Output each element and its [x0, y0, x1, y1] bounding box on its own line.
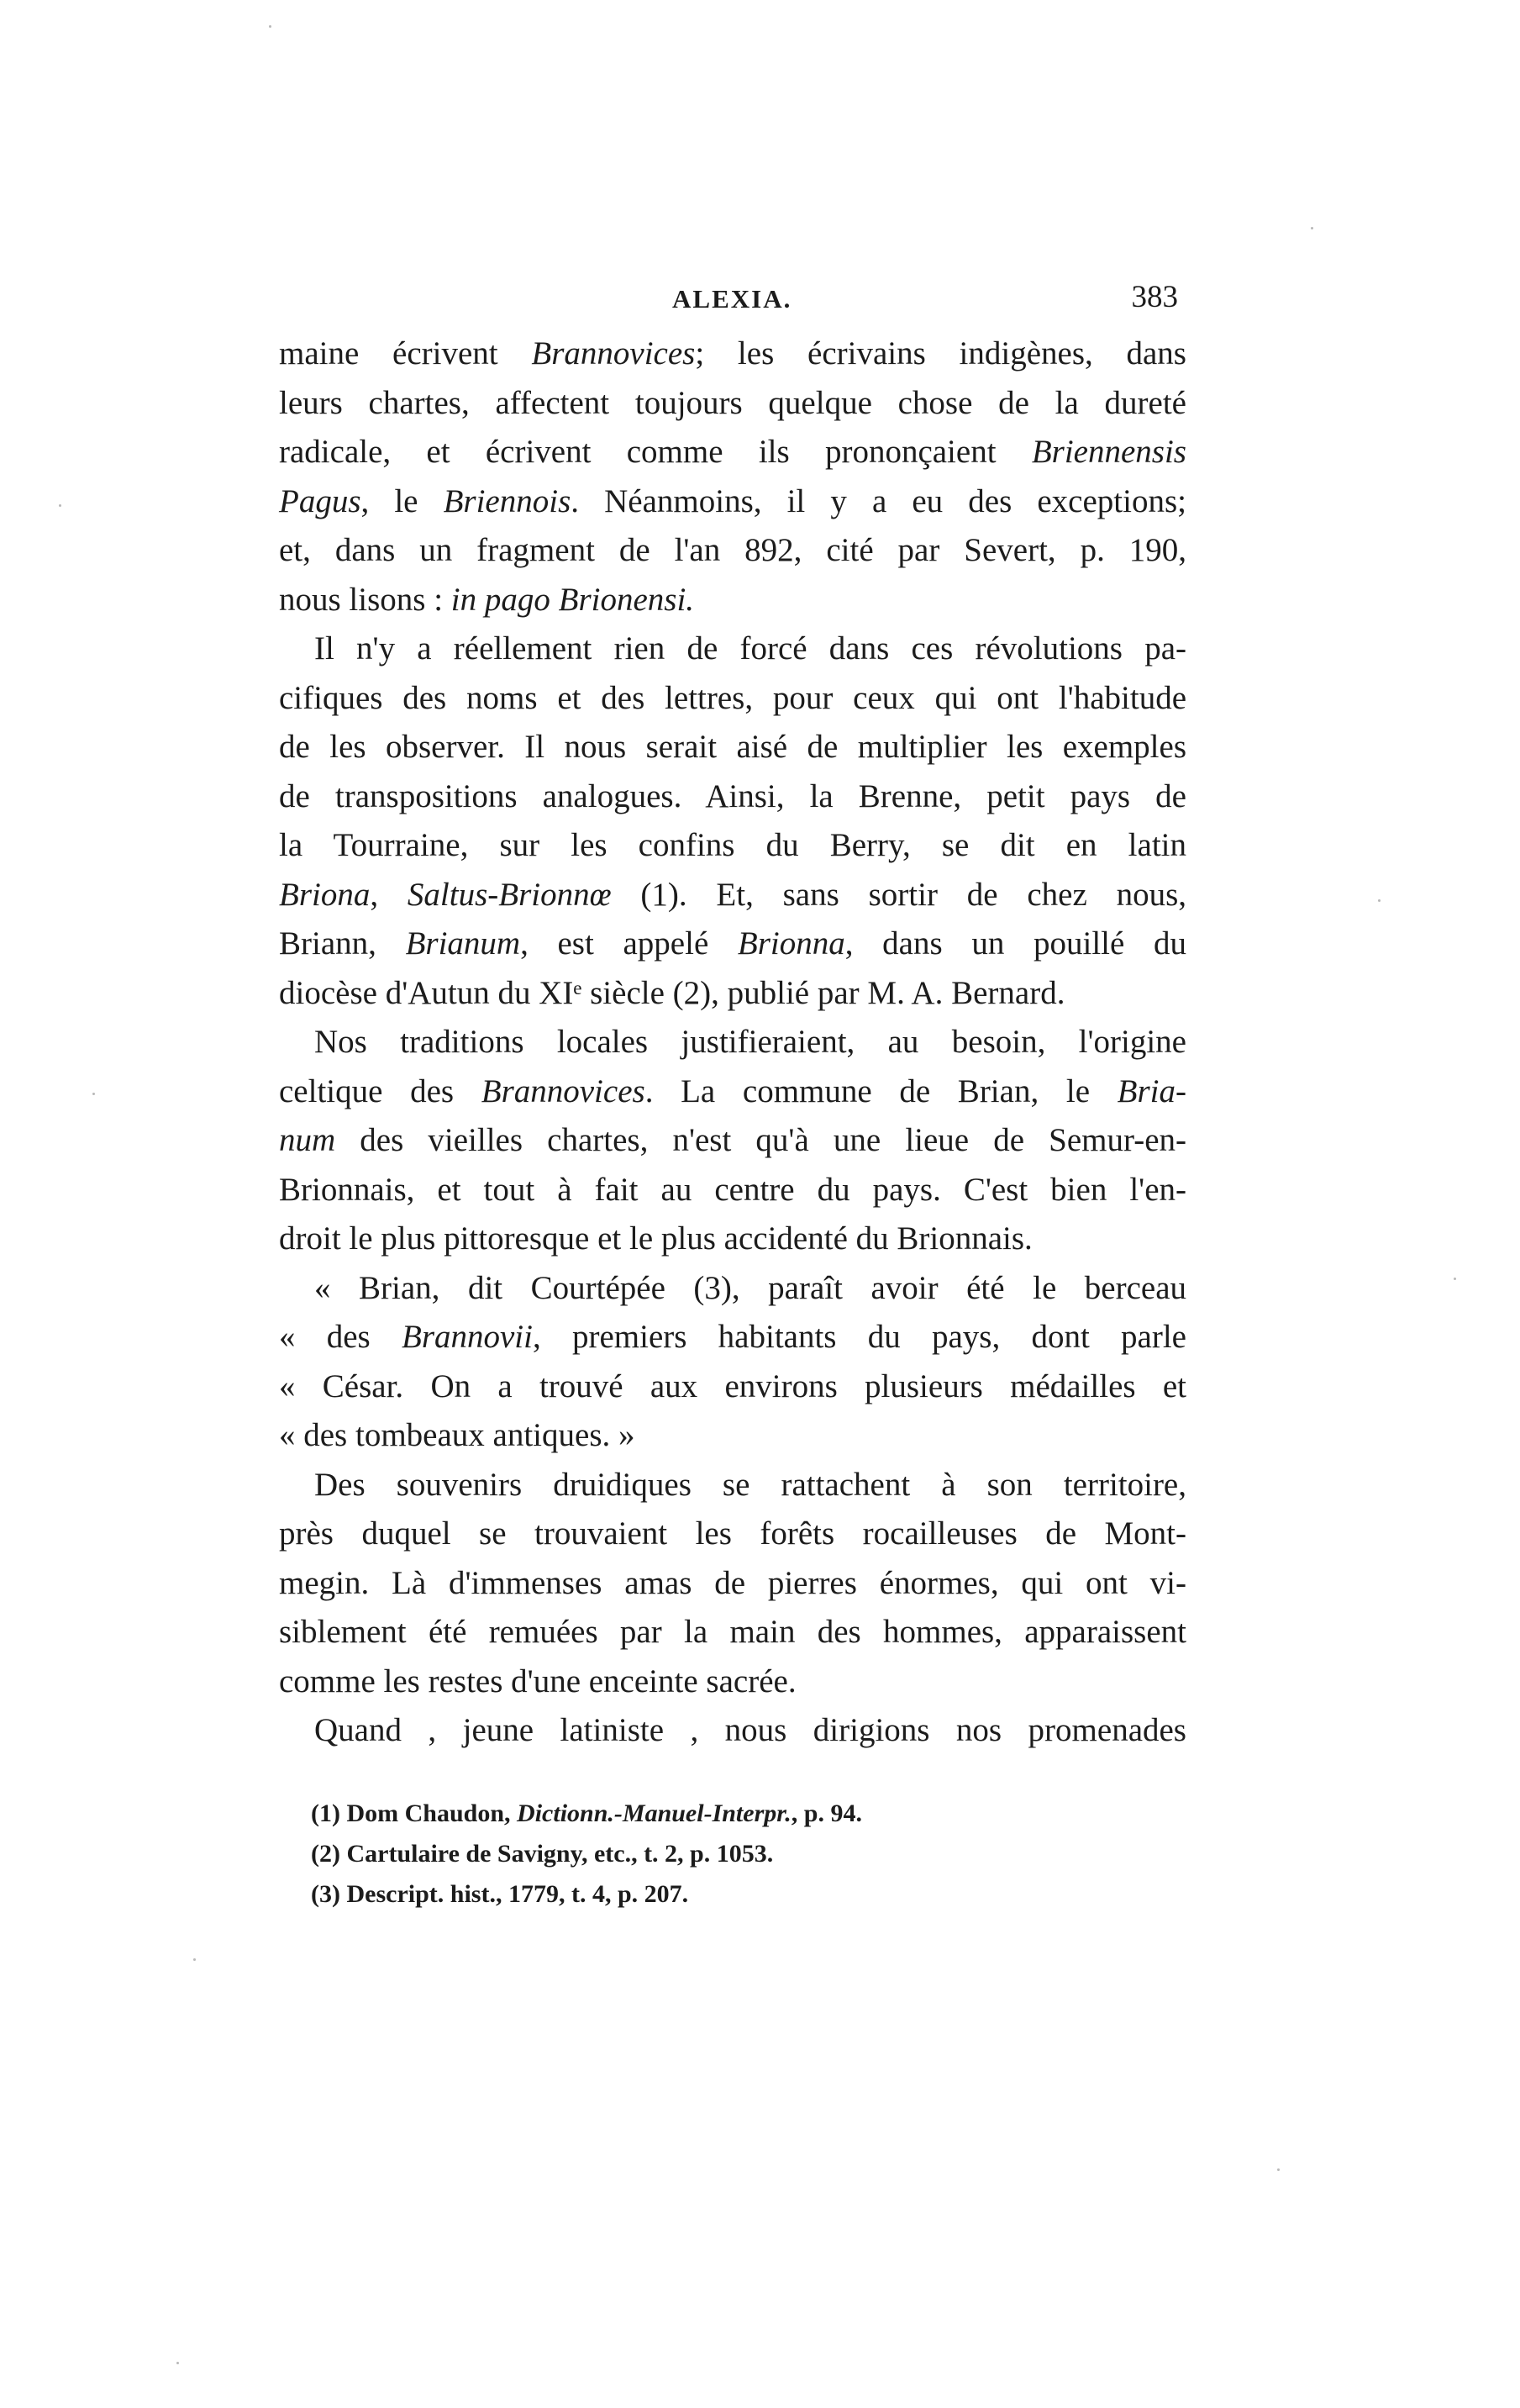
text-run: , premiers habitants du pays, dont parle [532, 1319, 1186, 1355]
text-run: leurs chartes, affectent toujours quelque chose de la dureté [279, 384, 1186, 421]
text-run: Des souvenirs druidiques se rattachent à son territoire, [314, 1466, 1186, 1503]
italic-text: Briennois [443, 482, 571, 519]
italic-text: Brionna [737, 925, 845, 962]
italic-text: Brannovices [481, 1072, 645, 1109]
text-run: ; les écrivains indigènes, dans [695, 335, 1186, 371]
text-line [279, 821, 1186, 871]
italic-text: Brannovii [402, 1319, 533, 1355]
text-line [279, 1559, 1186, 1609]
text-line [279, 1657, 1186, 1707]
text-run: et, dans un fragment de l'an 892, cité par Severt, p. 190, [279, 532, 1186, 568]
text-line [279, 1608, 1186, 1657]
paper-speck [59, 504, 61, 507]
text-line [279, 1706, 1186, 1756]
text-line [279, 723, 1186, 772]
text-line [279, 674, 1186, 724]
text-line [279, 1018, 1186, 1067]
italic-text: Briona [279, 876, 371, 913]
running-title: ALEXIA. [672, 284, 792, 314]
text-run: droit le plus pittoresque et le plus accidenté du Brionnais. [279, 1220, 1033, 1257]
italic-text: Briennensis [1031, 434, 1186, 470]
text-run: de les observer. Il nous serait aisé de multiplier les exemples [279, 729, 1186, 765]
text-run: des vieilles chartes, n'est qu'à une lieue de Semur-en- [335, 1122, 1186, 1158]
italic-text: Dictionn.-Manuel-Interpr. [517, 1799, 792, 1827]
text-run: megin. Là d'immenses amas de pierres énormes, qui ont vi- [279, 1564, 1186, 1601]
italic-text: Saltus-Brionnœ [407, 876, 612, 913]
text-line [279, 1362, 1186, 1412]
italic-text: in pago Brionensi. [450, 581, 695, 618]
text-run: nous lisons : [279, 581, 451, 618]
text-run: Quand , jeune latiniste , nous dirigions nos promenades [314, 1712, 1186, 1748]
italic-text: num [279, 1122, 336, 1158]
text-run: (1). Et, sans sortir de chez nous, [611, 876, 1187, 913]
text-line [279, 1461, 1186, 1510]
text-run: diocèse d'Autun du XIᵉ siècle (2), publié par M. A. Bernard. [279, 974, 1065, 1011]
text-run: « César. On a trouvé aux environs plusieurs médailles et [279, 1367, 1186, 1404]
text-line [279, 1264, 1186, 1314]
text-line [279, 1116, 1186, 1166]
page-number: 383 [1131, 280, 1178, 314]
text-line [279, 379, 1186, 429]
text-run: radicale, et écrivent comme ils prononçaient [279, 434, 1032, 470]
text-line [279, 329, 1186, 379]
text-run: maine écrivent [279, 335, 532, 371]
text-line [279, 477, 1186, 527]
paper-speck [193, 1958, 196, 1961]
paper-speck [1378, 899, 1381, 902]
body-text [279, 329, 1186, 1756]
text-run: Brionnais, et tout à fait au centre du pays. C'est bien l'en- [279, 1171, 1186, 1208]
text-run: . Néanmoins, il y a eu des exceptions; [571, 482, 1186, 519]
running-head [279, 279, 1186, 321]
text-line [279, 428, 1186, 477]
paper-speck [92, 1093, 95, 1095]
text-run: , [370, 876, 408, 913]
text-line [279, 526, 1186, 576]
text-line [279, 919, 1186, 969]
text-run: (2) Cartulaire de Savigny, etc., t. 2, p. 1053. [311, 1840, 774, 1868]
text-line [279, 1510, 1186, 1559]
text-run: celtique des [279, 1072, 481, 1109]
text-run: Il n'y a réellement rien de forcé dans ces révolutions pa- [314, 630, 1186, 667]
text-run: , dans un pouillé du [844, 925, 1186, 962]
paper-speck [1311, 227, 1313, 229]
text-line [279, 624, 1186, 674]
paper-speck [1454, 1278, 1456, 1280]
text-run: , p. 94. [791, 1799, 862, 1827]
text-line [279, 1411, 1186, 1461]
text-run: Nos traditions locales justifieraient, au besoin, l'origine [314, 1024, 1186, 1060]
text-run: « des tombeaux antiques. » [279, 1417, 635, 1453]
paper-speck [176, 2362, 179, 2364]
text-run: Briann, [279, 925, 406, 962]
italic-text: Brannovices [531, 335, 696, 371]
text-line [279, 871, 1186, 920]
italic-text: Bria- [1117, 1072, 1186, 1109]
text-run: , est appelé [520, 925, 738, 962]
text-run: de transpositions analogues. Ainsi, la Brenne, petit pays de [279, 777, 1186, 814]
text-run: comme les restes d'une enceinte sacrée. [279, 1662, 797, 1699]
text-run: (1) Dom Chaudon, [311, 1799, 518, 1827]
text-line [279, 1215, 1186, 1264]
text-run: , le [360, 482, 444, 519]
text-run: siblement été remuées par la main des hommes, apparaissent [279, 1614, 1186, 1650]
text-run: . La commune de Brian, le [644, 1072, 1118, 1109]
text-run: « Brian, dit Courtépée (3), paraît avoir été le berceau [314, 1269, 1186, 1306]
footnote [311, 1794, 1067, 1834]
text-line [279, 1313, 1186, 1362]
text-line [279, 1067, 1186, 1117]
paper-speck [1277, 2168, 1280, 2171]
text-run: cifiques des noms et des lettres, pour ceux qui ont l'habitude [279, 679, 1186, 716]
text-line [279, 772, 1186, 822]
text-run: « des [279, 1319, 402, 1355]
text-line [279, 1166, 1186, 1215]
text-line [279, 969, 1186, 1019]
text-run: (3) Descript. hist., 1779, t. 4, p. 207. [311, 1880, 689, 1908]
footnotes [311, 1794, 1067, 1915]
footnote [311, 1834, 1067, 1874]
italic-text: Pagus [279, 482, 361, 519]
italic-text: Brianum [405, 925, 521, 962]
footnote [311, 1874, 1067, 1915]
text-line [279, 576, 1186, 625]
text-run: près duquel se trouvaient les forêts rocailleuses de Mont- [279, 1515, 1186, 1552]
paper-speck [269, 25, 271, 28]
text-run: la Tourraine, sur les confins du Berry, se dit en latin [279, 827, 1186, 863]
